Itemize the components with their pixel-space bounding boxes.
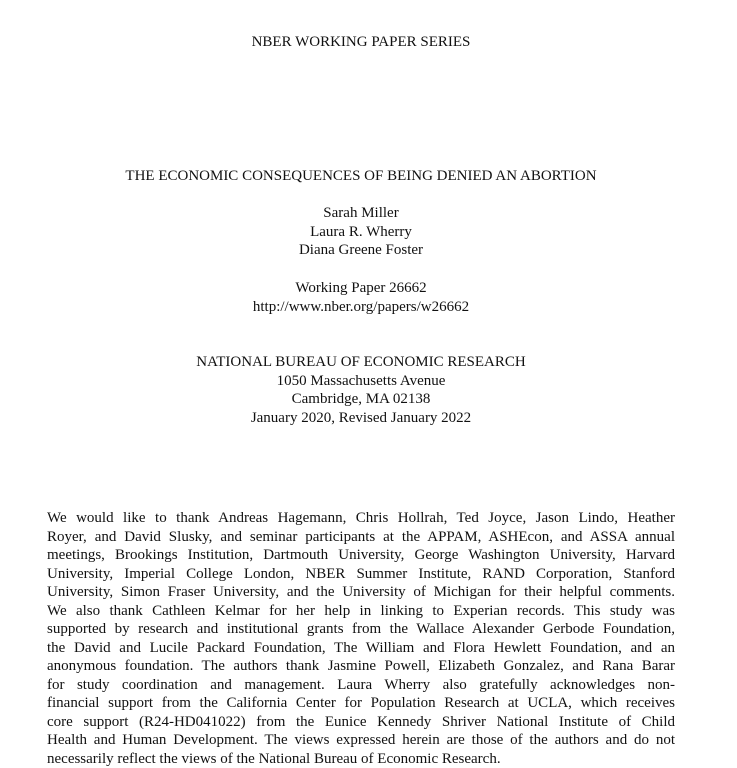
acknowledgement-line: We also thank Cathleen Kelmar for her help in linking to Experian records. This study was: [47, 602, 675, 621]
acknowledgement-line: University, Simon Fraser University, and the University of Michigan for their helpful comments.: [47, 583, 675, 602]
acknowledgement-line: financial support from the California Center for Population Research at UCLA, which receives: [47, 694, 675, 713]
organization-city: Cambridge, MA 02138: [0, 390, 722, 409]
paper-title: THE ECONOMIC CONSEQUENCES OF BEING DENIED AN ABORTION: [0, 167, 722, 186]
author-name: Sarah Miller: [0, 204, 722, 223]
acknowledgement-line: We would like to thank Andreas Hagemann, Chris Hollrah, Ted Joyce, Jason Lindo, Heather: [47, 509, 675, 528]
organization-name: NATIONAL BUREAU OF ECONOMIC RESEARCH: [0, 353, 722, 372]
author-list: [0, 204, 722, 260]
acknowledgement-line: meetings, Brookings Institution, Dartmouth University, George Washington University, Harvard: [47, 546, 675, 565]
acknowledgement-line: University, Imperial College London, NBER Summer Institute, RAND Corporation, Stanford: [47, 565, 675, 584]
acknowledgement-line: core support (R24-HD041022) from the Eunice Kennedy Shriver National Institute of Child: [47, 713, 675, 732]
organization-block: [0, 353, 722, 427]
acknowledgement-line: anonymous foundation. The authors thank Jasmine Powell, Elizabeth Gonzalez, and Rana Barar: [47, 657, 675, 676]
acknowledgement-line: Health and Human Development. The views expressed herein are those of the authors and do not: [47, 731, 675, 750]
series-heading: NBER WORKING PAPER SERIES: [0, 33, 722, 52]
acknowledgement-line: the David and Lucile Packard Foundation, The William and Flora Hewlett Foundation, and an: [47, 639, 675, 658]
publication-date: January 2020, Revised January 2022: [0, 409, 722, 428]
author-name: Diana Greene Foster: [0, 241, 722, 260]
author-name: Laura R. Wherry: [0, 223, 722, 242]
acknowledgement-line: necessarily reflect the views of the National Bureau of Economic Research.: [47, 750, 675, 768]
acknowledgement-line: Royer, and David Slusky, and seminar participants at the APPAM, ASHEcon, and ASSA annual: [47, 528, 675, 547]
acknowledgement-line: supported by research and institutional grants from the Wallace Alexander Gerbode Foundation,: [47, 620, 675, 639]
acknowledgement-line: for study coordination and management. Laura Wherry also gratefully acknowledges non-: [47, 676, 675, 695]
acknowledgements-paragraph: [47, 509, 675, 768]
organization-street: 1050 Massachusetts Avenue: [0, 372, 722, 391]
paper-info: [0, 279, 722, 316]
paper-url: http://www.nber.org/papers/w26662: [0, 298, 722, 317]
working-paper-number: Working Paper 26662: [0, 279, 722, 298]
